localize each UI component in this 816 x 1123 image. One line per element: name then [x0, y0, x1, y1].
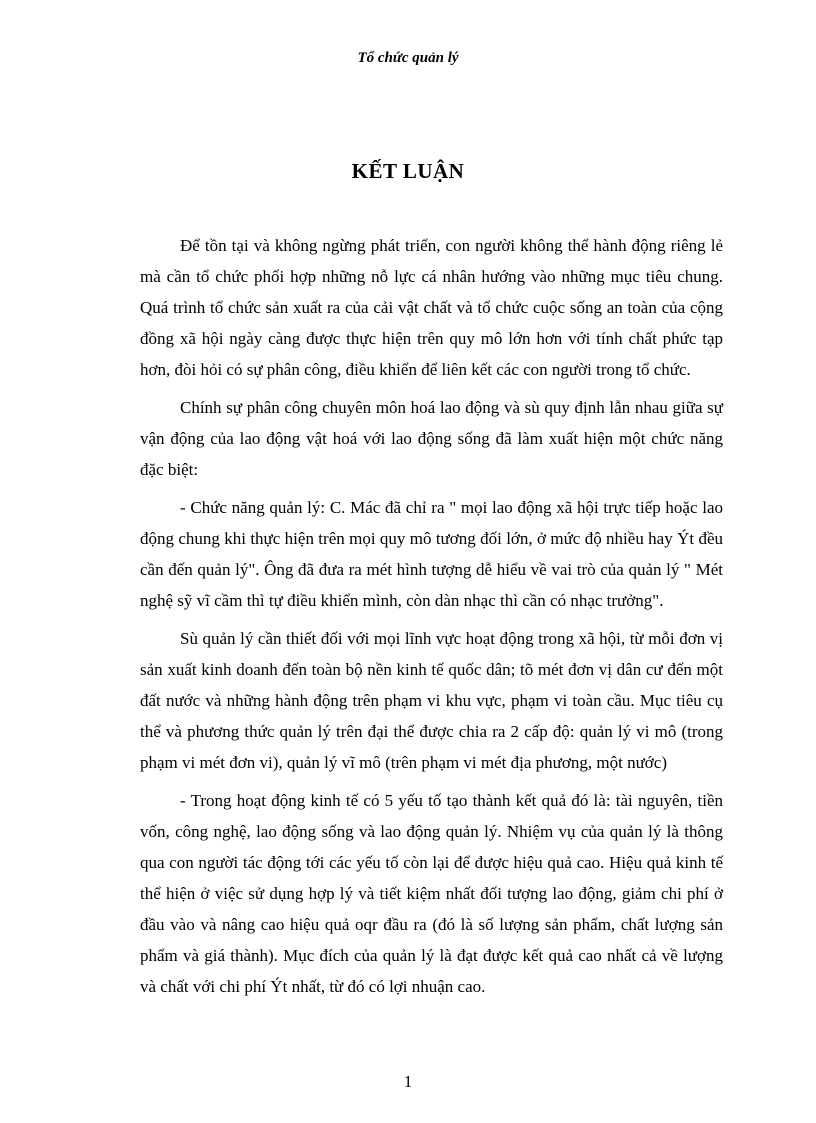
page-title: KẾT LUẬN	[351, 159, 465, 183]
paragraph: - Chức năng quản lý: C. Mác đã chỉ ra " mọi lao động xã hội trực tiếp hoặc lao động chung khi thực hiện trên mọi quy mô tương đối lớn, ở mức độ nhiều hay Ýt đều cần đến quản lý". Ông đã đưa ra mét hình tượng dễ hiểu về vai trò của quản lý " Mét nghệ sỹ vĩ cầm thì tự điều khiển mình, còn dàn nhạc thì cần có nhạc trưởng".	[140, 498, 723, 610]
paragraph: Chính sự phân công chuyên môn hoá lao động và sù quy định lẫn nhau giữa sự vận động của lao động vật hoá với lao động sống đã làm xuất hiện một chức năng đặc biệt:	[140, 398, 723, 479]
body-text	[140, 230, 723, 1002]
paragraph: Sù quản lý cần thiết đối với mọi lĩnh vực hoạt động trong xã hội, từ mỗi đơn vị sản xuất kinh doanh đến toàn bộ nền kinh tế quốc dân; tõ mét đơn vị dân cư đến một đất nước và những hành động trên phạm vi khu vực, phạm vi toàn cầu. Mục tiêu cụ thể và phương thức quản lý trên đại thể được chia ra 2 cấp độ: quản lý vi mô (trong phạm vi mét đơn vi), quản lý vĩ mô (trên phạm vi mét địa phương, một nước)	[140, 629, 723, 772]
page-number: 1	[403, 1072, 413, 1091]
paragraph: Để tồn tại và không ngừng phát triển, con người không thể hành động riêng lẻ mà cần tổ chức phối hợp những nỗ lực cá nhân hướng vào những mục tiêu chung. Quá trình tổ chức sản xuất ra của cải vật chất và tổ chức cuộc sống an toàn của cộng đồng xã hội ngày càng được thực hiện trên quy mô lớn hơn với tính chất phức tạp hơn, đòi hỏi có sự phân công, điều khiển để liên kết các con người trong tổ chức.	[140, 236, 723, 379]
running-header: Tổ chức quản lý	[357, 50, 459, 66]
paragraph: - Trong hoạt động kinh tế có 5 yếu tố tạo thành kết quả đó là: tài nguyên, tiền vốn, công nghệ, lao động sống và lao động quản lý. Nhiệm vụ của quản lý là thông qua con người tác động tới các yếu tố còn lại để được hiệu quả cao. Hiệu quả kinh tế thể hiện ở việc sử dụng hợp lý và tiết kiệm nhất đối tượng lao động, giảm chi phí ở đầu vào và nâng cao hiệu quả oqr đầu ra (đó là số lượng sản phẩm, chất lượng sản phẩm và giá thành). Mục đích của quản lý là đạt được kết quả cao nhất cả về lượng và chất với chi phí Ýt nhất, từ đó có lợi nhuận cao.	[140, 791, 723, 996]
